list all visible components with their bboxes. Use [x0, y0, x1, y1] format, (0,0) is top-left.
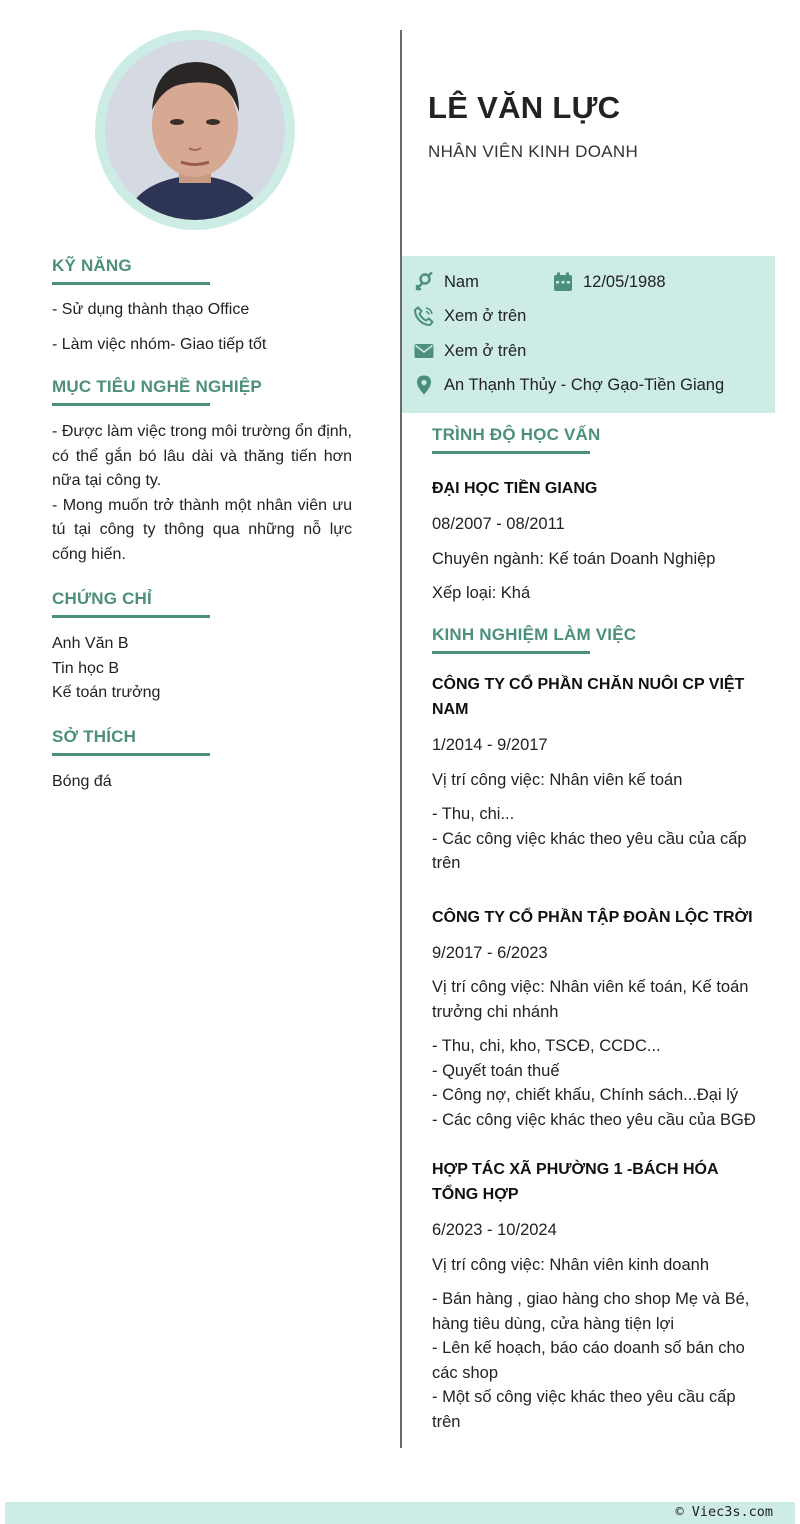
section-title: TRÌNH ĐỘ HỌC VẤN	[432, 425, 601, 444]
section-title: KỸ NĂNG	[52, 256, 132, 275]
contact-email	[414, 341, 526, 361]
company-name: CÔNG TY CỔ PHẦN TẬP ĐOÀN LỘC TRỜI	[432, 908, 753, 926]
job-position: Vị trí công việc: Nhân viên kế toán	[432, 770, 683, 789]
section-underline	[52, 753, 210, 756]
footer-credit: © Viec3s.com	[675, 1504, 773, 1520]
footer-bar	[5, 1502, 795, 1524]
section-title: SỞ THÍCH	[52, 726, 137, 746]
education-period: 08/2007 - 08/2011	[432, 515, 565, 533]
section-underline	[52, 615, 210, 618]
job-duty: - Bán hàng , giao hàng cho shop Mẹ và Bé, hàng tiêu dùng, cửa hàng tiện lợi	[432, 1290, 750, 1333]
hobbies-section	[52, 727, 352, 795]
job-period: 1/2014 - 9/2017	[432, 736, 548, 754]
certificate-item: Tin học B	[52, 659, 119, 677]
phone-icon	[414, 306, 434, 326]
left-column	[52, 256, 352, 794]
job-period: 6/2023 - 10/2024	[432, 1221, 557, 1239]
avatar-frame	[95, 30, 295, 230]
company-name: CÔNG TY CỔ PHẦN CHĂN NUÔI CP VIỆT NAM	[432, 676, 745, 718]
job-duty: - Lên kế hoạch, báo cáo doanh số bán cho các shop	[432, 1339, 745, 1382]
job-period: 9/2017 - 6/2023	[432, 943, 548, 962]
contact-address	[414, 375, 724, 395]
column-divider	[400, 30, 402, 1448]
job-entry	[432, 1157, 762, 1434]
certificate-item: Kế toán trưởng	[52, 684, 161, 701]
gender-icon	[414, 272, 434, 292]
job-duty: - Thu, chi...	[432, 805, 515, 823]
job-entry	[432, 905, 762, 1133]
company-name: HỢP TÁC XÃ PHƯỜNG 1 -BÁCH HÓA TỔNG HỢP	[432, 1161, 718, 1203]
address-value: An Thạnh Thủy - Chợ Gạo-Tiền Giang	[444, 375, 725, 394]
section-underline	[432, 651, 590, 654]
section-title: MỤC TIÊU NGHỀ NGHIỆP	[52, 377, 262, 396]
birthday-value: 12/05/1988	[583, 272, 666, 291]
job-position: Vị trí công việc: Nhân viên kế toán, Kế toán trưởng chi nhánh	[432, 978, 749, 1021]
job-title: NHÂN VIÊN KINH DOANH	[428, 142, 639, 161]
contact-phone	[414, 306, 526, 326]
contact-panel	[402, 256, 775, 413]
contact-birthday	[553, 272, 666, 292]
education-grade: Xếp loại: Khá	[432, 584, 531, 602]
skill-item: - Sử dụng thành thạo Office	[52, 301, 250, 318]
job-duty: - Một số công việc khác theo yêu cầu cấp trên	[432, 1388, 736, 1431]
calendar-icon	[553, 272, 573, 292]
objective-text: - Mong muốn trở thành một nhân viên ưu tú tại công ty thông qua những nỗ lực cống hiến.	[52, 496, 352, 563]
section-title: CHỨNG CHỈ	[52, 589, 152, 608]
job-position: Vị trí công việc: Nhân viên kinh doanh	[432, 1255, 709, 1274]
job-duty: - Các công việc khác theo yêu cầu của BGĐ	[432, 1110, 756, 1129]
gender-value: Nam	[444, 272, 479, 291]
portrait-photo	[105, 40, 285, 220]
mail-icon	[414, 341, 434, 361]
location-icon	[414, 375, 434, 395]
avatar	[105, 40, 285, 220]
experience-section	[432, 625, 762, 1434]
skills-section	[52, 256, 352, 357]
section-underline	[52, 403, 210, 406]
certificate-item: Anh Văn B	[52, 635, 129, 652]
objective-section	[52, 377, 352, 567]
objective-text: - Được làm việc trong môi trường ổn định, có thể gắn bó lâu dài và thăng tiến hơn nữa tại công ty.	[52, 423, 352, 489]
candidate-name: LÊ VĂN LỰC	[428, 90, 621, 125]
education-major: Chuyên ngành: Kế toán Doanh Nghiệp	[432, 549, 716, 568]
section-title: KINH NGHIỆM LÀM VIỆC	[432, 625, 637, 644]
email-value: Xem ở trên	[444, 341, 527, 360]
hobby-item: Bóng đá	[52, 772, 112, 790]
job-duty: - Các công việc khác theo yêu cầu của cấp trên	[432, 829, 747, 872]
certificates-section	[52, 589, 352, 706]
contact-gender	[414, 272, 479, 292]
school-name: ĐẠI HỌC TIỀN GIANG	[432, 480, 598, 497]
job-duty: - Thu, chi, kho, TSCĐ, CCDC...	[432, 1037, 661, 1055]
section-underline	[52, 282, 210, 285]
job-duty: - Quyết toán thuế	[432, 1061, 560, 1080]
job-entry	[432, 672, 762, 876]
education-section	[432, 425, 762, 606]
phone-value: Xem ở trên	[444, 306, 527, 325]
section-underline	[432, 451, 590, 454]
skill-item: - Làm việc nhóm- Giao tiếp tốt	[52, 335, 267, 353]
job-duty: - Công nợ, chiết khấu, Chính sách...Đại lý	[432, 1086, 739, 1104]
